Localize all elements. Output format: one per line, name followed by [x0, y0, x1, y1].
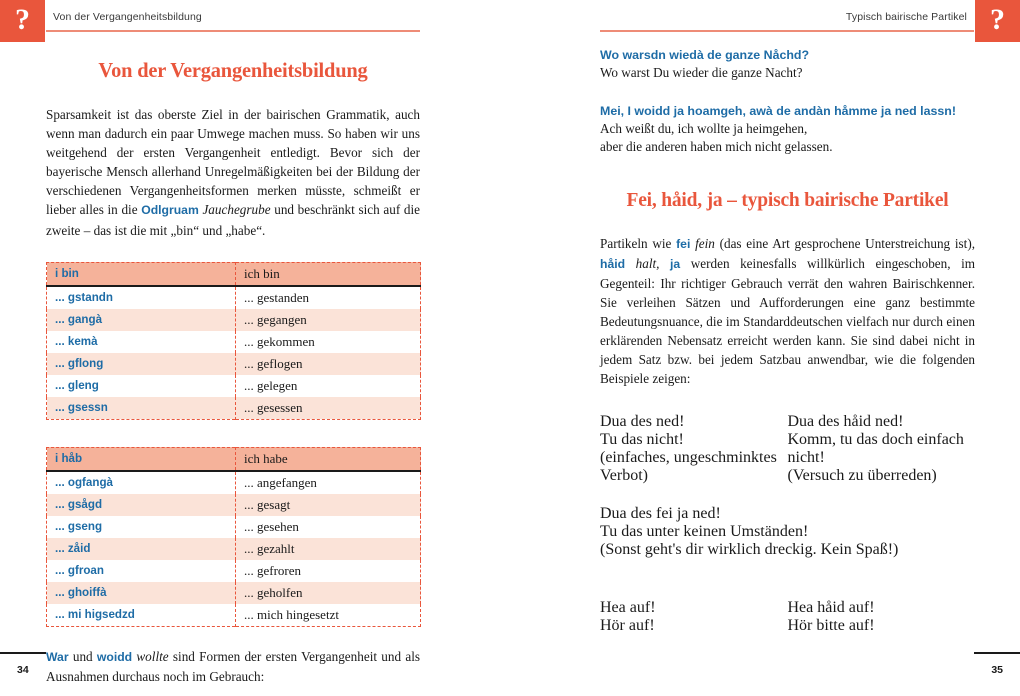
- closing-rest: sind Formen der ersten Vergangenheit und als Ausnahmen durchaus noch im Gebrauch:: [46, 648, 421, 684]
- example-standard: Hör auf!: [600, 616, 655, 634]
- cell-standard: ... gesagt: [236, 494, 421, 516]
- table-header-cell-bavarian: i håb: [47, 447, 236, 471]
- intro-paragraph: [46, 105, 420, 240]
- table-header-cell-standard: ich bin: [236, 262, 421, 286]
- closing-conjunction: und: [68, 648, 97, 664]
- table-row: [47, 516, 421, 538]
- cell-standard: ... gezahlt: [236, 538, 421, 560]
- para-part2: (das eine Art gesprochene Unterstreichung ist),: [714, 235, 976, 251]
- partikel-paragraph: [600, 234, 975, 389]
- cell-standard: ... angefangen: [236, 471, 421, 494]
- table-i-bin: [46, 262, 421, 420]
- cell-bavarian: ... gflong: [47, 353, 236, 375]
- table-header-cell-standard: ich habe: [236, 447, 421, 471]
- cell-standard: ... gefroren: [236, 560, 421, 582]
- example-standard: (Versuch zu überreden): [787, 466, 937, 484]
- table-row: [47, 604, 421, 627]
- cell-bavarian: ... gstandn: [47, 286, 236, 309]
- table-row: [47, 582, 421, 604]
- example-grid-row: [600, 413, 975, 485]
- cell-bavarian: ... gseng: [47, 516, 236, 538]
- right-page-content: [600, 40, 975, 635]
- example-bavarian: Dua des håid ned!: [787, 412, 904, 430]
- cell-bavarian: ... mi higsedzd: [47, 604, 236, 627]
- cell-standard: ... geholfen: [236, 582, 421, 604]
- example-bavarian: Wo warsdn wiedà de ganze Nåchd?: [600, 48, 810, 62]
- example-standard: Komm, tu das doch einfach: [787, 430, 964, 448]
- cell-standard: ... gelegen: [236, 375, 421, 397]
- right-running-header: Typisch bairische Partikel: [845, 11, 967, 23]
- example-standard: (Sonst geht's dir wirklich dreckig. Kein Spaß!): [600, 540, 899, 558]
- cell-bavarian: ... gangà: [47, 309, 236, 331]
- example-bavarian: Dua des fei ja ned!: [600, 504, 721, 522]
- closing-bavarian-1: War: [46, 649, 69, 664]
- example-bavarian: Hea auf!: [600, 598, 656, 616]
- table-header-row: [47, 447, 421, 471]
- table-row: [47, 560, 421, 582]
- example-standard: nicht!: [787, 448, 825, 466]
- example-standard: aber die anderen haben mich nicht gelassen.: [600, 139, 833, 155]
- table-header-cell-bavarian: i bin: [47, 262, 236, 286]
- para-bavarian-2: håid: [600, 256, 626, 271]
- para-gloss-2: halt,: [635, 255, 660, 271]
- example-bavarian: Mei, I woidd ja hoamgeh, awà de andàn håmme ja ned lassn!: [600, 103, 956, 118]
- section-title: Fei, håid, ja – typisch bairische Partikel: [626, 188, 949, 211]
- cell-bavarian: ... gleng: [47, 375, 236, 397]
- cell-bavarian: ... ghoiffà: [47, 582, 236, 604]
- right-page: [510, 0, 1020, 696]
- para-part3: werden keinesfalls willkürlich eingeschoben, im Gegenteil: Ihr richtiger Gebrauch verrät den wahren Bairischkenner. Sie verleihen Sätzen und Aufforderungen eine ganz bestimmte Bedeutungsnuance, die im Standarddeutschen vielfach nur durch einen erklärenden Nebensatz erreicht werden kann. Sie sind dabei nicht in jedem Satz bzw. bei jedem Satzbau anwendbar, wie die folgenden Beispiele zeigen:: [600, 255, 976, 387]
- left-running-header: Von der Vergangenheitsbildung: [53, 11, 202, 23]
- right-page-marker-tab: [975, 0, 1020, 42]
- table-row: [47, 331, 421, 353]
- example-block: [600, 46, 975, 83]
- left-page-marker-tab: [0, 0, 45, 42]
- table-row: [47, 375, 421, 397]
- cell-bavarian: ... gsågd: [47, 494, 236, 516]
- right-header-rule: [600, 30, 974, 32]
- example-block-right: [788, 599, 976, 635]
- example-standard: Verbot): [600, 466, 648, 484]
- example-grid-row: [600, 505, 975, 559]
- closing-bavarian-2: woidd: [96, 649, 133, 664]
- table-row: [47, 494, 421, 516]
- example-block-right: [788, 413, 976, 485]
- example-block-left: [600, 413, 788, 485]
- example-block-left: [600, 505, 975, 559]
- example-standard: Wo warst Du wieder die ganze Nacht?: [600, 65, 803, 80]
- cell-standard: ... gestanden: [236, 286, 421, 309]
- para-gloss-1: fein: [695, 235, 715, 251]
- table-header-row: [47, 262, 421, 286]
- example-grid-row: [600, 599, 975, 635]
- cell-standard: ... gekommen: [236, 331, 421, 353]
- cell-standard: ... gesessen: [236, 397, 421, 420]
- table-row: [47, 309, 421, 331]
- table-row: [47, 471, 421, 494]
- example-standard: Hör bitte auf!: [787, 616, 875, 634]
- example-block-left: [600, 599, 788, 635]
- left-page-number: 34: [17, 664, 29, 676]
- cell-bavarian: ... gsessn: [47, 397, 236, 420]
- left-page-content: [46, 50, 420, 686]
- left-footer-rule: [0, 652, 46, 654]
- cell-standard: ... geflogen: [236, 353, 421, 375]
- page-title: Von der Vergangenheitsbildung: [98, 58, 368, 82]
- para-bavarian-1: fei: [676, 236, 691, 251]
- table-row: [47, 286, 421, 309]
- example-standard: (einfaches, ungeschminktes: [600, 448, 777, 466]
- right-footer-rule: [974, 652, 1020, 654]
- table-row: [47, 353, 421, 375]
- cell-standard: ... gegangen: [236, 309, 421, 331]
- intro-text-part2: und beschränkt sich auf die zweite – das ist die mit „bin“ und „habe“.: [46, 202, 420, 238]
- example-standard: Ach weißt du, ich wollte ja heimgehen,: [600, 120, 808, 136]
- closing-paragraph: [46, 647, 420, 686]
- cell-standard: ... mich hingesetzt: [236, 604, 421, 627]
- question-mark-icon: ?: [15, 3, 30, 36]
- example-block: [600, 102, 975, 157]
- intro-text-part1: Sparsamkeit ist das oberste Ziel in der bairischen Grammatik, auch wenn man dadurch ein paar Umwege machen muss. So haben wir uns weitgehend der ersten Vergangenheit entledigt. Bevor sich der bayerische Mensch allerhand Unregelmäßigkeiten bei der Bildung der verschiedenen Vergangenheitsformen merken müsste, schmeißt er lieber alles in die: [46, 107, 420, 218]
- right-page-number: 35: [991, 664, 1003, 676]
- para-part1: Partikeln wie: [600, 235, 677, 251]
- example-standard: Tu das nicht!: [600, 430, 684, 448]
- table-row: [47, 538, 421, 560]
- example-bavarian: Dua des ned!: [600, 412, 685, 430]
- table-row: [47, 397, 421, 420]
- para-bavarian-3: ja: [670, 256, 681, 271]
- left-header-rule: [46, 30, 420, 32]
- intro-standard-gloss: Jauchegrube: [202, 202, 271, 218]
- cell-standard: ... gesehen: [236, 516, 421, 538]
- example-standard: Tu das unter keinen Umständen!: [600, 522, 809, 540]
- example-bavarian: Hea håid auf!: [787, 598, 875, 616]
- cell-bavarian: ... gfroan: [47, 560, 236, 582]
- cell-bavarian: ... kemà: [47, 331, 236, 353]
- table-i-hab: [46, 447, 421, 627]
- closing-standard-gloss: wollte: [136, 648, 169, 664]
- cell-bavarian: ... zåid: [47, 538, 236, 560]
- intro-bavarian-term: Odlgruam: [141, 203, 199, 218]
- cell-bavarian: ... ogfangà: [47, 471, 236, 494]
- question-mark-icon: ?: [990, 3, 1005, 36]
